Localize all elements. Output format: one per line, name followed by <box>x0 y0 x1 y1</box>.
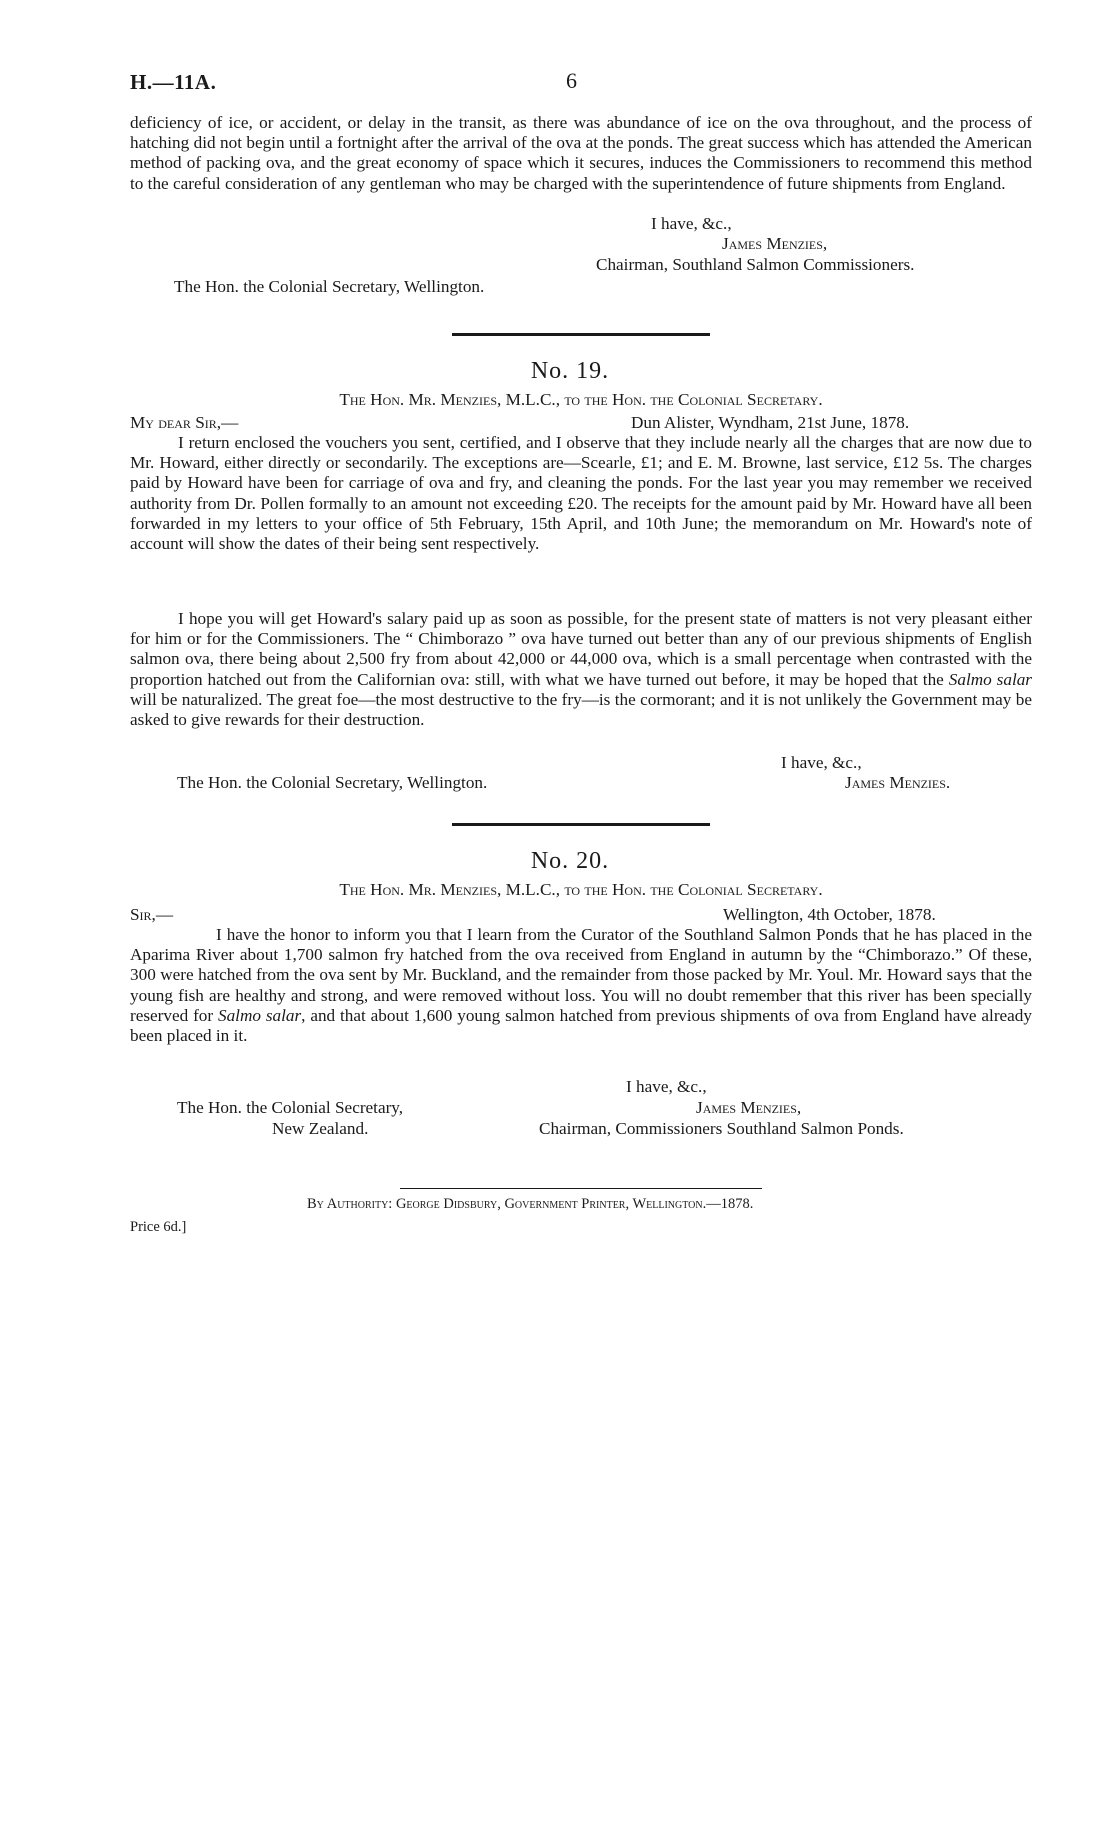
letter-20-addressee-line-1: The Hon. the Colonial Secretary, <box>177 1098 404 1117</box>
continued-closing: I have, &c., <box>651 214 732 233</box>
letter-19-closing: I have, &c., <box>781 753 862 772</box>
letter-19-para-2 <box>130 609 1032 730</box>
letter-20-para <box>130 925 1032 1046</box>
letter-19-number: No. 19. <box>530 358 610 384</box>
letter-19-salmo-salar: Salmo salar <box>948 669 1033 689</box>
letter-19-addressee: The Hon. the Colonial Secretary, Wellington. <box>177 773 488 792</box>
letter-20-number: No. 20. <box>530 848 610 874</box>
price: Price 6d.] <box>130 1219 187 1235</box>
section-divider <box>452 823 710 826</box>
document-code: H.—11A. <box>130 70 217 94</box>
page-number: 6 <box>566 68 577 93</box>
continued-body: deficiency of ice, or accident, or delay in the transit, as there was abundance of ice on the ova throughout, and the process of hatching did not begin until a fortnight after the arrival of the ova at the ponds. The great success which has attended the American method of packing ova, and the great economy of space which it secures, induces the Commissioners to recommend this method to the careful consideration of any gentleman who may be charged with the superintendence of future shipments from England. <box>130 113 1032 193</box>
letter-20-title: Chairman, Commissioners Southland Salmon Ponds. <box>539 1119 904 1138</box>
letter-20-text-a: I have the honor to inform you that I learn from the Curator of the Southland Salmon Ponds that he has placed in the Aparima River about 1,700 salmon fry hatched from the ova received from England in autumn by the “Chimborazo.” Of these, 300 were hatched from the ova sent by Mr. Buckland, and the remainder from those packed by Mr. Youl. Mr. Howard says that the young fish are healthy and strong, and were removed without loss. You will no doubt remember that this river has been specially reserved for <box>130 925 1032 1025</box>
continued-signature: James Menzies, <box>722 234 828 253</box>
letter-19-from-to: The Hon. Mr. Menzies, M.L.C., to the Hon. the Colonial Secretary. <box>339 390 823 409</box>
printer-imprint: By Authority: George Didsbury, Government Printer, Wellington.—1878. <box>307 1196 754 1212</box>
letter-20-closing: I have, &c., <box>626 1077 707 1096</box>
letter-19-para-2-text-a: I hope you will get Howard's salary paid up as soon as possible, for the present state of matters is not very pleasant either for him or for the Commissioners. The “ Chimborazo ” ova have turned out better than any of our previous shipments of English salmon ova, there being about 2,500 fry from about 42,000 or 44,000 ova, which is a small percentage when contrasted with the proportion hatched out from the Californian ova: still, with what we have turned out before, it may be hoped that the <box>130 609 1032 689</box>
letter-19-salutation: My dear Sir,— <box>130 413 239 432</box>
letter-20-salutation: Sir,— <box>130 905 174 924</box>
letter-19-para-2-text-b: will be naturalized. The great foe—the most destructive to the fry—is the cormorant; and it is not unlikely the Government may be asked to give rewards for their destruction. <box>130 689 1032 730</box>
continued-title: Chairman, Southland Salmon Commissioners. <box>596 255 915 274</box>
letter-20-from-to: The Hon. Mr. Menzies, M.L.C., to the Hon. the Colonial Secretary. <box>339 880 823 899</box>
footer-divider <box>400 1188 762 1189</box>
letter-20-place-date: Wellington, 4th October, 1878. <box>723 905 936 924</box>
letter-20-text-b: , and that about 1,600 young salmon hatched from previous shipments of ova from England have already been placed in it. <box>130 1005 1032 1046</box>
letter-20-salmo-salar: Salmo salar <box>217 1005 302 1025</box>
letter-19-signature: James Menzies. <box>845 773 951 792</box>
section-divider <box>452 333 710 336</box>
letter-20-signature: James Menzies, <box>696 1098 802 1117</box>
letter-20-addressee-line-2: New Zealand. <box>272 1119 369 1138</box>
letter-19-place-date: Dun Alister, Wyndham, 21st June, 1878. <box>631 413 910 432</box>
continued-addressee: The Hon. the Colonial Secretary, Wellington. <box>174 277 485 296</box>
letter-19-para-1: I return enclosed the vouchers you sent, certified, and I observe that they include nearly all the charges that are now due to Mr. Howard, either directly or secondarily. The exceptions are—Scearle, £1; and E. M. Browne, last service, £12 5s. The charges paid by Howard have been for carriage of ova and fry, and cleaning the ponds. For the last year you may remember we received authority from Dr. Pollen formally to an amount not exceeding £20. The receipts for the amount paid by Mr. Howard have all been forwarded in my letters to your office of 5th February, 15th April, and 10th June; the memorandum on Mr. Howard's note of account will show the dates of their being sent respectively. <box>130 433 1032 554</box>
